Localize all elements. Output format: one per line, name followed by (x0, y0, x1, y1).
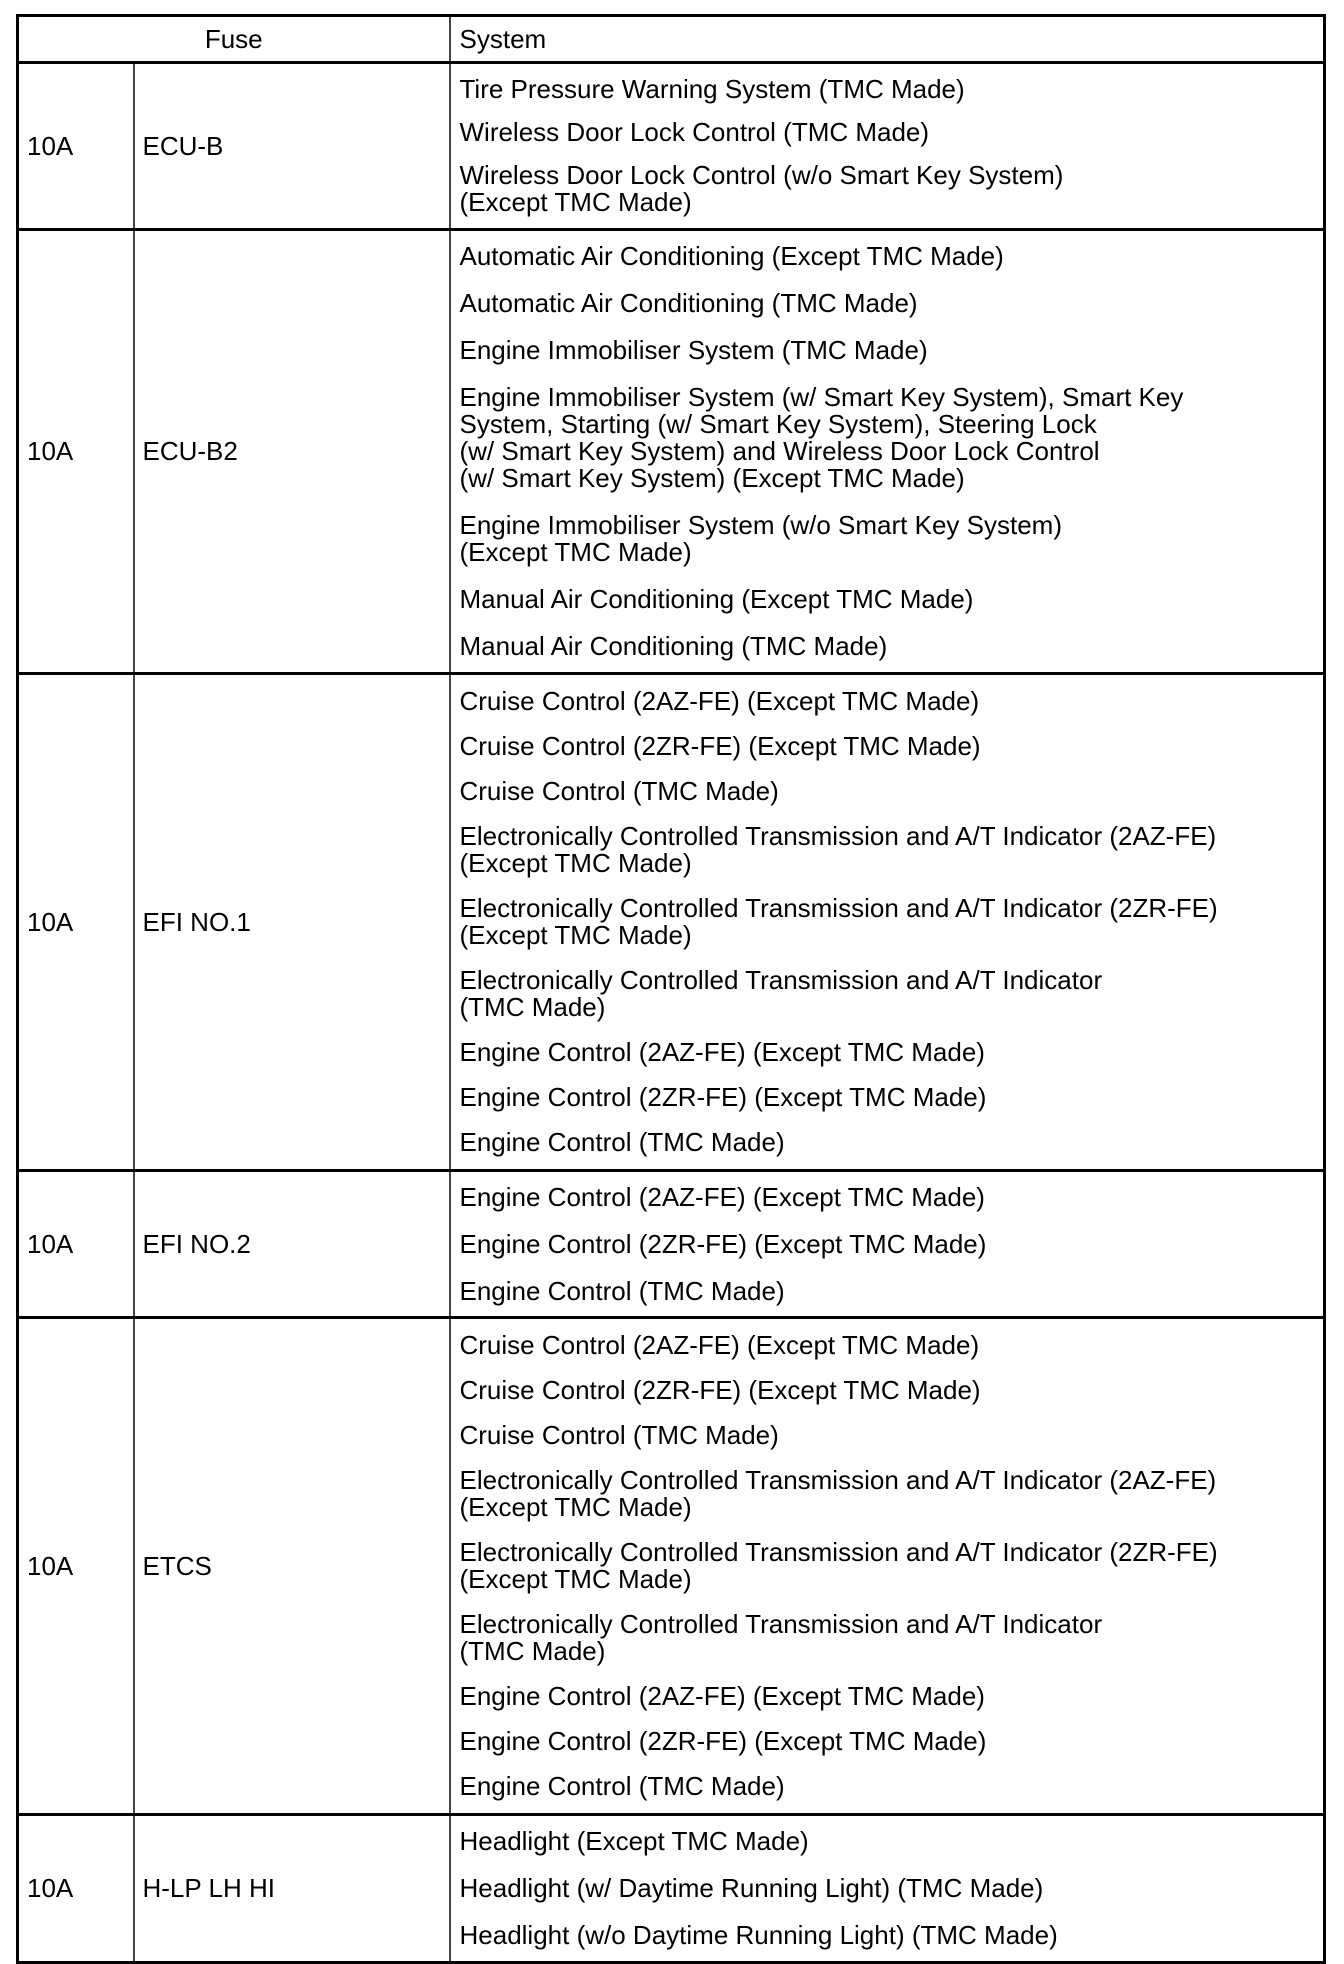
system-entry-line: Headlight (w/o Daytime Running Light) (TMC Made) (459, 1920, 1058, 1950)
fuse-amperage: 10A (18, 1318, 134, 1815)
system-entry-line: Engine Control (TMC Made) (459, 1127, 785, 1157)
fuse-table (16, 14, 1326, 1964)
system-entry-line: (Except TMC Made) (459, 920, 692, 950)
system-list (450, 230, 1325, 674)
system-entry-line: Electronically Controlled Transmission and A/T Indicator (2ZR-FE) (459, 893, 1218, 923)
fuse-name: ECU-B2 (134, 230, 450, 674)
fuse-table-body (18, 63, 1325, 1963)
fuse-name: EFI NO.1 (134, 674, 450, 1171)
fuse-amperage: 10A (18, 63, 134, 230)
fuse-name: H-LP LH HI (134, 1815, 450, 1963)
system-entry-line: Engine Immobiliser System (w/o Smart Key System) (459, 510, 1062, 540)
system-list (450, 1318, 1325, 1815)
system-entry-line: Headlight (Except TMC Made) (459, 1826, 809, 1856)
fuse-name: ECU-B (134, 63, 450, 230)
system-entry-line: Cruise Control (2AZ-FE) (Except TMC Made) (459, 686, 980, 716)
system-entry-line: (Except TMC Made) (459, 1492, 692, 1522)
system-entry (460, 1458, 1324, 1530)
system-entry-line: Cruise Control (2AZ-FE) (Except TMC Made) (459, 1330, 980, 1360)
system-entry-line: Electronically Controlled Transmission and A/T Indicator (2AZ-FE) (459, 821, 1217, 851)
system-entry (460, 1323, 1324, 1368)
fuse-amperage: 10A (18, 674, 134, 1171)
system-entry (460, 1413, 1324, 1458)
system-entry (460, 502, 1324, 576)
system-entry (460, 327, 1324, 374)
system-entry-line: Engine Control (2AZ-FE) (Except TMC Made) (459, 1037, 985, 1067)
system-entry-line: (w/ Smart Key System) and Wireless Door Lock Control (459, 436, 1100, 466)
system-entry-line: (w/ Smart Key System) (Except TMC Made) (459, 463, 965, 493)
system-entry (460, 1602, 1324, 1674)
table-row (18, 230, 1325, 674)
system-entry-line: Engine Control (2ZR-FE) (Except TMC Made) (459, 1082, 987, 1112)
system-entry (460, 576, 1324, 623)
system-entry (460, 68, 1324, 111)
system-entry-line: Engine Control (2AZ-FE) (Except TMC Made) (459, 1181, 985, 1212)
system-entry (460, 1912, 1324, 1959)
system-entry (460, 280, 1324, 327)
table-row (18, 1815, 1325, 1963)
system-entry-line: (Except TMC Made) (459, 537, 692, 567)
system-entry-line: (Except TMC Made) (459, 1564, 692, 1594)
fuse-amperage: 10A (18, 1815, 134, 1963)
system-entry (460, 724, 1324, 769)
system-entry-line: Electronically Controlled Transmission and A/T Indicator (459, 1609, 1103, 1639)
system-entry-line: Cruise Control (TMC Made) (459, 1420, 779, 1450)
system-entry (460, 233, 1324, 280)
system-entry-line: Tire Pressure Warning System (TMC Made) (459, 74, 965, 104)
system-entry (460, 1865, 1324, 1912)
system-entry-line: Cruise Control (2ZR-FE) (Except TMC Made) (459, 1375, 981, 1405)
fuse-column-header: Fuse (18, 16, 450, 63)
system-entry-line: Wireless Door Lock Control (w/o Smart Key System) (459, 160, 1064, 190)
system-entry (460, 154, 1324, 224)
system-entry-line: Engine Control (TMC Made) (459, 1771, 785, 1801)
system-entry (460, 1174, 1324, 1221)
system-entry (460, 958, 1324, 1030)
system-list (450, 674, 1325, 1171)
system-entry-line: Engine Immobiliser System (w/ Smart Key System), Smart Key (459, 382, 1184, 412)
system-entry-line: Manual Air Conditioning (Except TMC Made) (459, 584, 974, 614)
system-entry (460, 1075, 1324, 1120)
system-entry-line: Electronically Controlled Transmission and A/T Indicator (2ZR-FE) (459, 1537, 1218, 1567)
system-entry-line: (Except TMC Made) (459, 187, 692, 217)
table-row (18, 1318, 1325, 1815)
system-entry (460, 1120, 1324, 1165)
system-entry-line: Engine Control (2ZR-FE) (Except TMC Made) (459, 1726, 987, 1756)
system-entry (460, 886, 1324, 958)
system-entry-line: Cruise Control (TMC Made) (459, 776, 779, 806)
system-entry-line: (Except TMC Made) (459, 848, 692, 878)
system-entry-line: Automatic Air Conditioning (TMC Made) (459, 288, 918, 318)
system-entry (460, 111, 1324, 154)
table-header-row (18, 16, 1325, 63)
system-entry (460, 1368, 1324, 1413)
system-entry-line: Electronically Controlled Transmission and A/T Indicator (459, 965, 1103, 995)
system-entry-line: Wireless Door Lock Control (TMC Made) (459, 117, 930, 147)
system-entry-line: (TMC Made) (459, 992, 606, 1022)
system-entry (460, 374, 1324, 502)
system-entry-line: Engine Control (2ZR-FE) (Except TMC Made) (459, 1228, 987, 1259)
system-entry (460, 679, 1324, 724)
table-row (18, 674, 1325, 1171)
system-entry-line: (TMC Made) (459, 1636, 606, 1666)
system-entry (460, 1674, 1324, 1719)
system-entry (460, 1719, 1324, 1764)
system-list (450, 1815, 1325, 1963)
system-entry-line: Headlight (w/ Daytime Running Light) (TMC Made) (459, 1873, 1044, 1903)
system-entry-line: Engine Control (TMC Made) (459, 1275, 785, 1306)
fuse-amperage: 10A (18, 1171, 134, 1318)
system-entry (460, 1030, 1324, 1075)
system-entry (460, 1764, 1324, 1809)
system-entry (460, 1268, 1324, 1315)
system-entry (460, 769, 1324, 814)
system-entry (460, 623, 1324, 670)
system-entry (460, 1221, 1324, 1268)
table-row (18, 63, 1325, 230)
system-list (450, 1171, 1325, 1318)
fuse-name: ETCS (134, 1318, 450, 1815)
fuse-amperage: 10A (18, 230, 134, 674)
system-entry-line: Electronically Controlled Transmission and A/T Indicator (2AZ-FE) (459, 1465, 1217, 1495)
system-entry-line: Engine Immobiliser System (TMC Made) (459, 335, 928, 365)
system-entry (460, 1530, 1324, 1602)
system-list (450, 63, 1325, 230)
fuse-name: EFI NO.2 (134, 1171, 450, 1318)
system-entry-line: Cruise Control (2ZR-FE) (Except TMC Made) (459, 731, 981, 761)
system-entry (460, 814, 1324, 886)
system-entry-line: Engine Control (2AZ-FE) (Except TMC Made) (459, 1681, 985, 1711)
system-column-header: System (450, 16, 1325, 63)
system-entry (460, 1818, 1324, 1865)
system-entry-line: System, Starting (w/ Smart Key System), Steering Lock (459, 409, 1097, 439)
table-row (18, 1171, 1325, 1318)
system-entry-line: Manual Air Conditioning (TMC Made) (459, 631, 888, 661)
system-entry-line: Automatic Air Conditioning (Except TMC Made) (459, 241, 1004, 271)
